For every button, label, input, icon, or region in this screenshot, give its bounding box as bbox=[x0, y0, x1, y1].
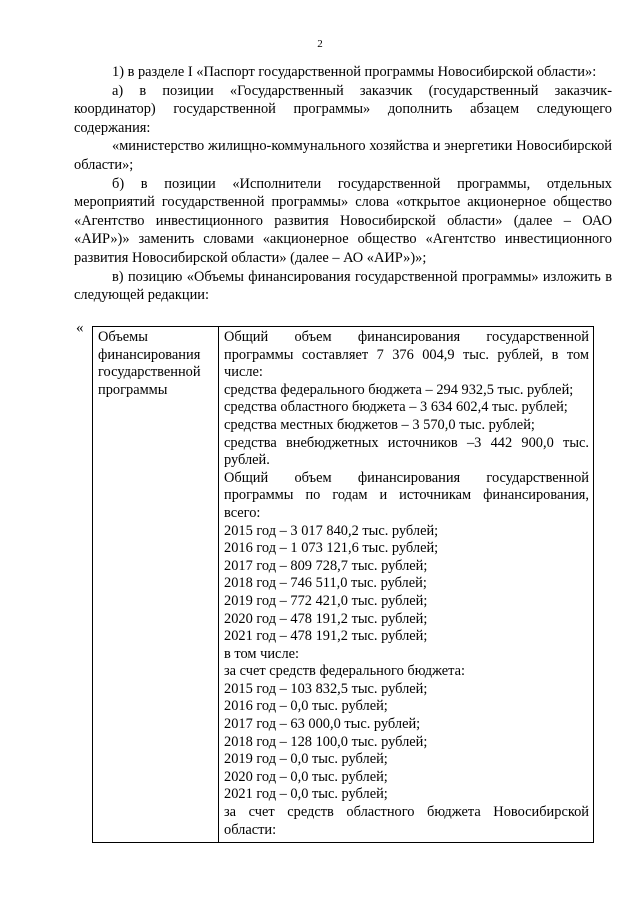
paragraph-item-b: б) в позиции «Исполнители государственной программы, отдельных мероприятий государственной программы» слова «открытое акционерное общество «Агентство инвестиционного развития Новосибирской области» (далее – ОАО «АИР»)» заменить словами «акционерное общество «Агентство инвестиционного развития Новосибирской области» (далее – АО «АИР»)»; bbox=[74, 175, 612, 266]
table-line: программы по годам и источникам финансирования, bbox=[224, 487, 589, 504]
paragraph-item-v: в) позицию «Объемы финансирования государственной программы» изложить в следующей редакции: bbox=[74, 268, 612, 304]
table-line: Общий объем финансирования государственной bbox=[224, 329, 589, 345]
table-line: 2015 год – 103 832,5 тыс. рублей; bbox=[224, 680, 428, 697]
document-body bbox=[74, 63, 612, 305]
table-line: средства областного бюджета – 3 634 602,4 тыс. рублей; bbox=[224, 399, 568, 416]
paragraph-ministry: «министерство жилищно-коммунального хозяйства и энергетики Новосибирской области»; bbox=[74, 138, 612, 173]
passport-table bbox=[92, 326, 594, 843]
table-line: 2017 год – 809 728,7 тыс. рублей; bbox=[224, 557, 428, 574]
paragraph-section-1: 1) в разделе I «Паспорт государственной программы Новосибирской области»: bbox=[112, 64, 597, 80]
table-line: за счет средств федерального бюджета: bbox=[224, 663, 466, 680]
table-line: 2019 год – 0,0 тыс. рублей; bbox=[224, 751, 388, 768]
table-line: 2016 год – 0,0 тыс. рублей; bbox=[224, 698, 388, 715]
table-line: средства федерального бюджета – 294 932,5 тыс. рублей; bbox=[224, 381, 574, 398]
table-right-cell bbox=[219, 327, 594, 843]
table-line: 2015 год – 3 017 840,2 тыс. рублей; bbox=[224, 522, 439, 539]
table-line: Общий объем финансирования государственной bbox=[224, 469, 589, 486]
table-line: в том числе: bbox=[224, 645, 300, 662]
page-number: 2 bbox=[317, 38, 323, 50]
paragraph-item-a: а) в позиции «Государственный заказчик (государственный заказчик-координатор) государственной программы» дополнить абзацем следующего содержания: bbox=[74, 82, 612, 136]
table-line: числе: bbox=[224, 364, 263, 381]
table-line: всего: bbox=[224, 504, 261, 521]
table-line: 2016 год – 1 073 121,6 тыс. рублей; bbox=[224, 540, 439, 557]
table-line: 2020 год – 478 191,2 тыс. рублей; bbox=[224, 610, 428, 627]
table-line: за счет средств областного бюджета Новосибирской bbox=[224, 804, 589, 821]
table-row bbox=[93, 327, 594, 843]
table-line: 2021 год – 0,0 тыс. рублей; bbox=[224, 786, 388, 803]
opening-quote: « bbox=[76, 320, 84, 336]
table-line: 2017 год – 63 000,0 тыс. рублей; bbox=[224, 716, 421, 733]
table-line: 2019 год – 772 421,0 тыс. рублей; bbox=[224, 592, 428, 609]
table-line: 2021 год – 478 191,2 тыс. рублей; bbox=[224, 628, 428, 645]
table-line: области: bbox=[224, 821, 277, 838]
table-line: 2020 год – 0,0 тыс. рублей; bbox=[224, 768, 388, 785]
table-line: программы составляет 7 376 004,9 тыс. рублей, в том bbox=[224, 346, 589, 363]
table-line: рублей. bbox=[224, 452, 270, 469]
table-line: 2018 год – 128 100,0 тыс. рублей; bbox=[224, 733, 428, 750]
table-line: средства внебюджетных источников –3 442 900,0 тыс. bbox=[224, 434, 589, 451]
table-left-cell: Объемы финансирования государственной программы bbox=[93, 327, 219, 843]
table-line: 2018 год – 746 511,0 тыс. рублей; bbox=[224, 575, 427, 592]
table-line: средства местных бюджетов – 3 570,0 тыс. рублей; bbox=[224, 416, 535, 433]
